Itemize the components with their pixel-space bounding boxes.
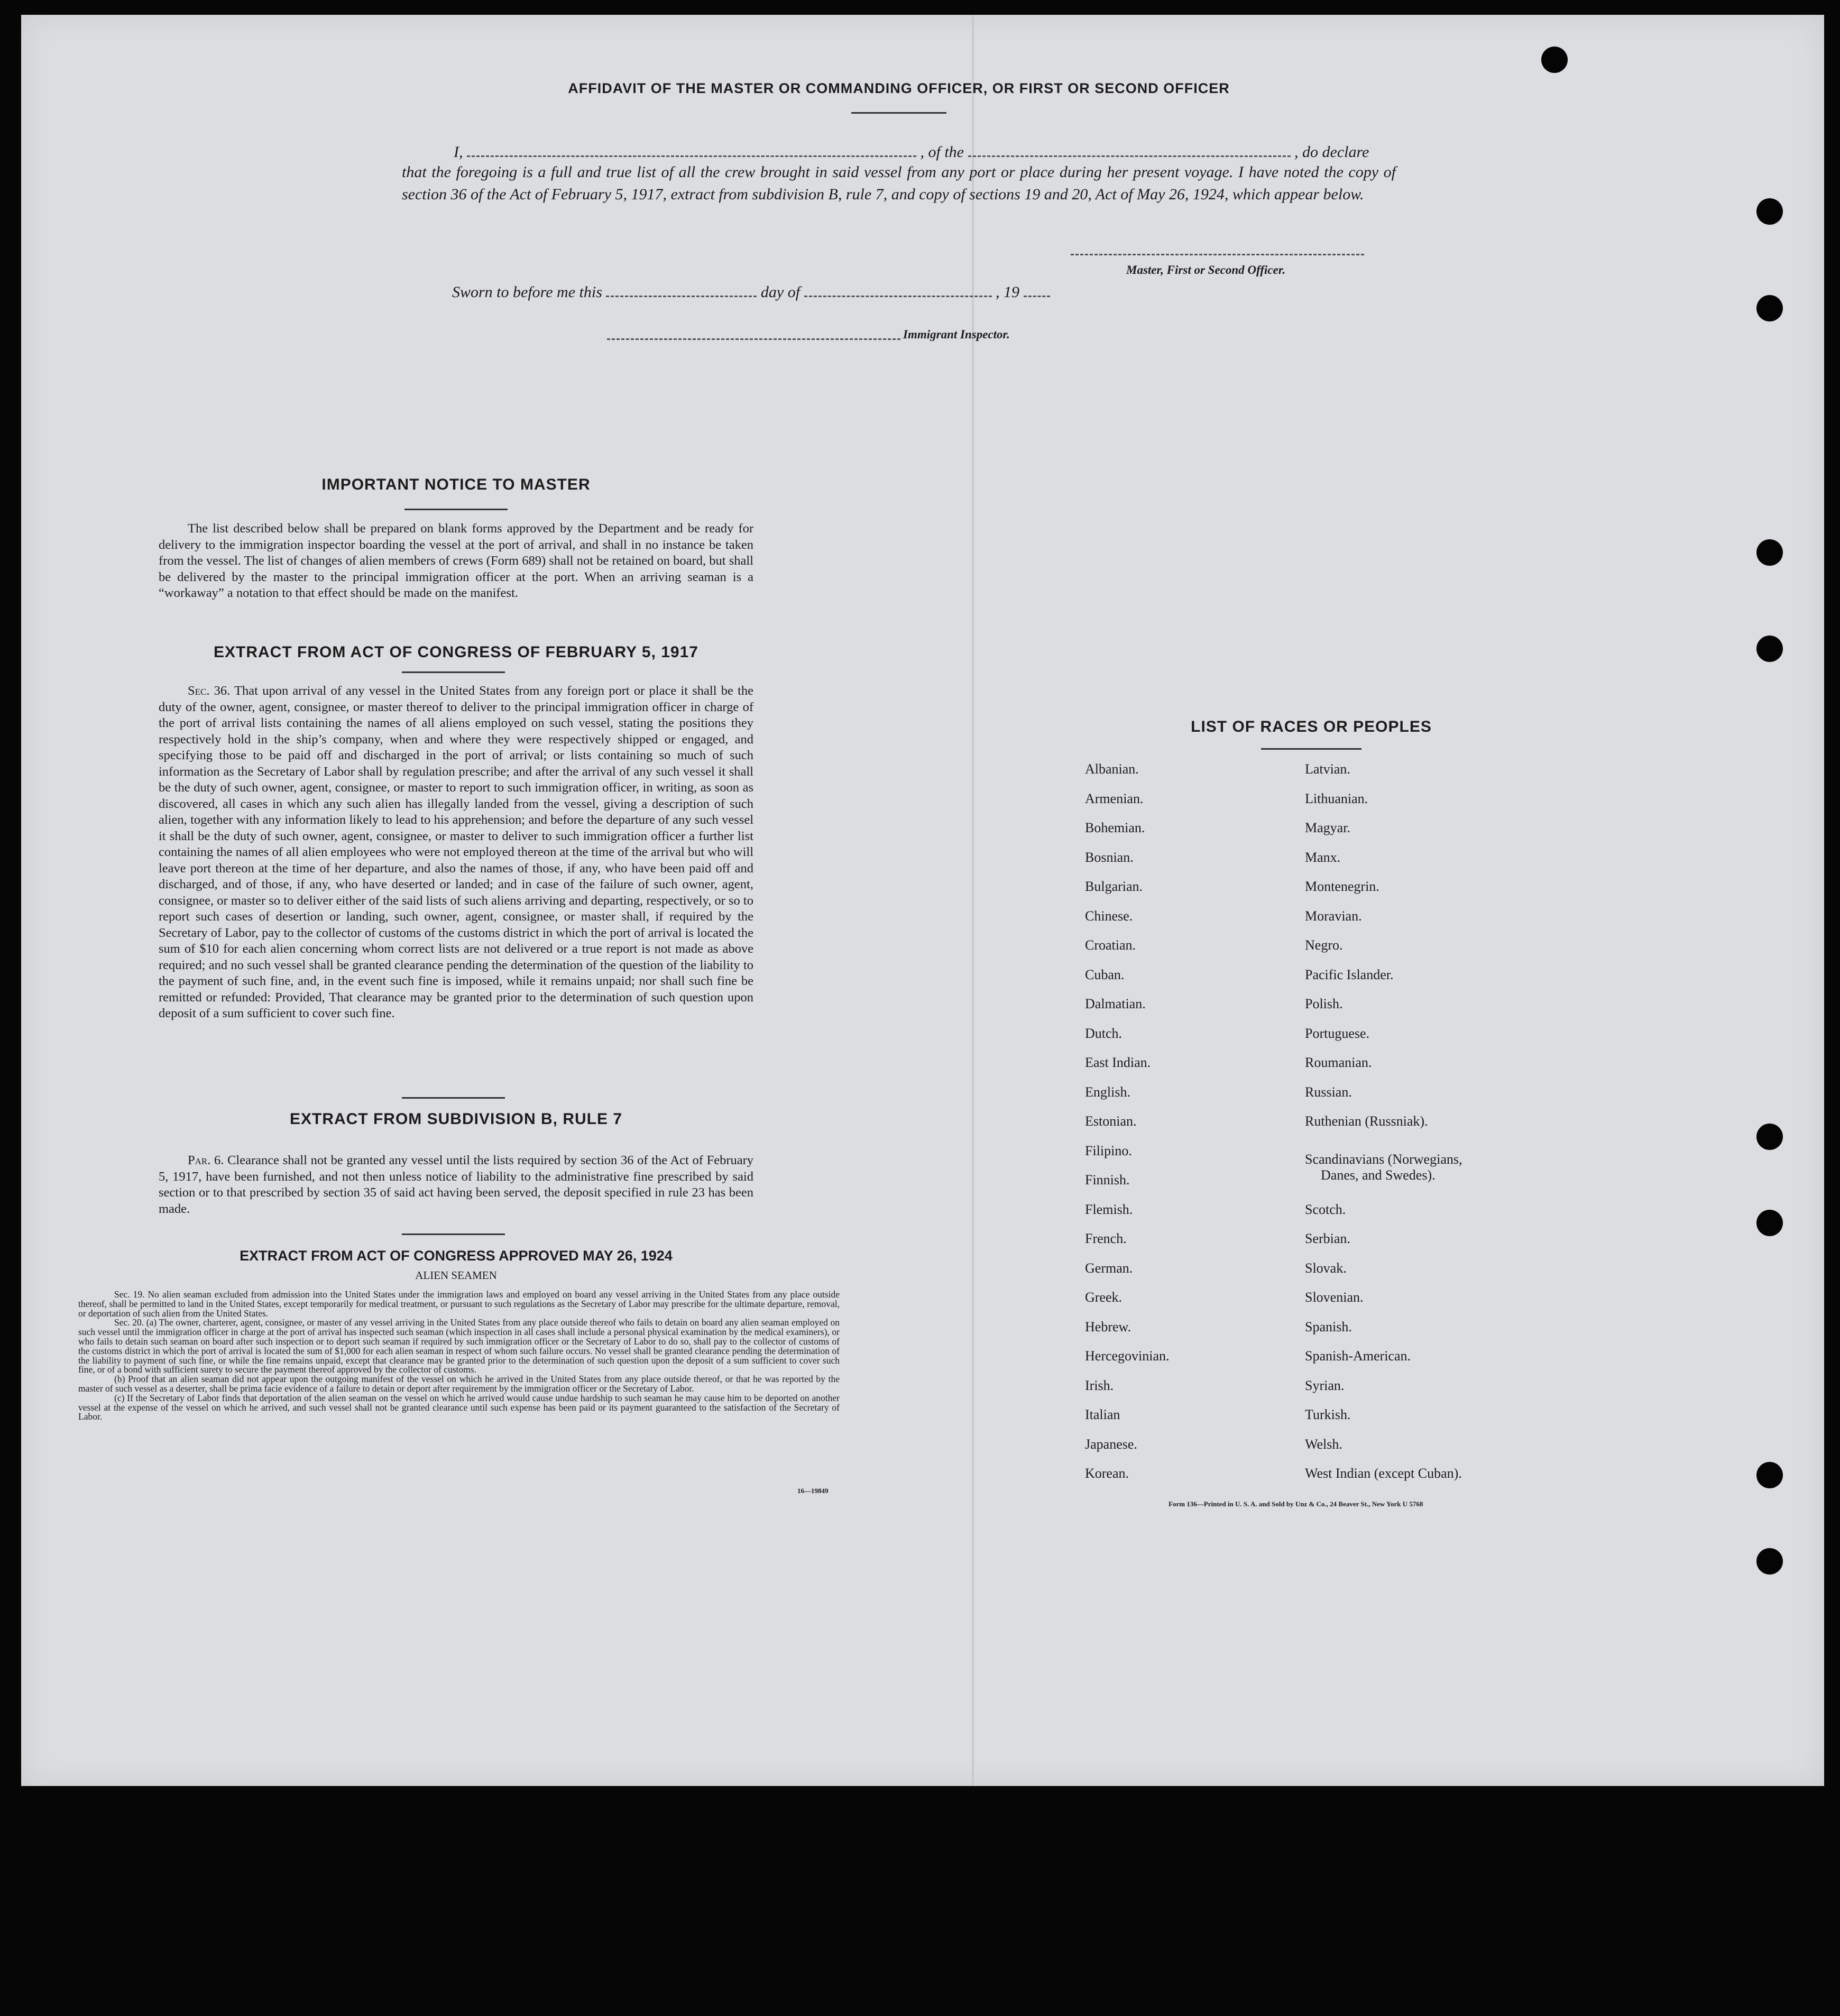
race-item: German. (1085, 1260, 1133, 1276)
section-36-text: That upon arrival of any vessel in the United States from any foreign port or place it shall be the duty of the owner, agent, consignee, or master thereof to deliver to the principal immigration officer in charge of the port of arrival lists containing the names of all aliens employed on such vessel, stating the positions they respectively hold in the ship’s company, when and where they were respectively shipped or engaged, and specifying those to be paid off and discharged in the port of arrival; or lists containing so much of such information as the Secretary of Labor shall by regulation prescribe; and after the arrival of any such vessel it shall be the duty of such owner, agent, consignee, or master to report to such immigration officer, in writing, as soon as discovered, all cases in which any such alien has illegally landed from the vessel, giving a description of such alien, together with any information likely to lead to his apprehension; and before the departure of any such vessel it shall be the duty of such owner, agent, consignee, or master to deliver to such immigration officer a further list containing the names of all alien employees who were not employed thereon at the time of the arrival but who will leave port thereon at the time of her departure, and also the names of those, if any, who have been paid off and discharged, and of those, if any, who have deserted or landed; and in case of the failure of such owner, agent, consignee, or master so to deliver either of the said lists of such aliens arriving and departing, respectively, or so to report such cases of desertion or landing, such owner, agent, consignee, or master shall, if required by the Secretary of Labor, pay to the collector of customs of the customs district in which the port of arrival is located the sum of $10 for each alien concerning whom correct lists are not delivered or a true report is not made as above required; and no such vessel shall be granted clearance pending the determination of the question of the liability to the payment of such fine, and, in the event such fine is imposed, while it remains unpaid; nor shall such fine be remitted or refunded: Provided, That clearance may be granted prior to the determination of such question upon deposit of a sum sufficient to cover such fine. (159, 684, 753, 1020)
notice-rule (404, 509, 508, 510)
do-declare-label: , do declare (1294, 143, 1369, 161)
race-item: Albanian. (1085, 761, 1139, 777)
race-item: English. (1085, 1084, 1130, 1100)
race-item: Portuguese. (1305, 1026, 1370, 1041)
punch-hole (1756, 295, 1783, 321)
section-36-label: Sec. 36. (188, 684, 231, 698)
punch-hole (1756, 198, 1783, 225)
race-item: Slovenian. (1305, 1290, 1364, 1305)
race-item: Croatian. (1085, 937, 1136, 953)
inspector-signature-field[interactable] (607, 338, 900, 340)
sworn-day-field[interactable] (606, 283, 757, 297)
race-item: Polish. (1305, 996, 1343, 1011)
race-item: Ruthenian (Russniak). (1305, 1113, 1428, 1129)
extract-1917-rule (402, 671, 505, 673)
race-item: Welsh. (1305, 1437, 1342, 1452)
race-item: Armenian. (1085, 791, 1144, 806)
race-item: Cuban. (1085, 967, 1125, 982)
race-item: Hebrew. (1085, 1319, 1131, 1334)
affidavit-title: AFFIDAVIT OF THE MASTER OR COMMANDING OFFICER, OR FIRST OR SECOND OFFICER (568, 80, 1230, 96)
sworn-year-field[interactable] (1024, 283, 1050, 297)
race-item: Italian (1085, 1407, 1120, 1422)
race-item: Filipino. (1085, 1143, 1132, 1158)
print-code: 16—19849 (797, 1487, 829, 1495)
vessel-name-field[interactable] (968, 143, 1291, 157)
race-item: Dalmatian. (1085, 996, 1146, 1011)
race-item: Spanish. (1305, 1319, 1352, 1334)
races-title: LIST OF RACES OR PEOPLES (1191, 718, 1432, 735)
race-item: Dutch. (1085, 1026, 1123, 1041)
master-signature-field[interactable] (1071, 254, 1364, 255)
section-19-text: Sec. 19. No alien seaman excluded from admission into the United States under the immigration laws and employed on board any vessel arriving in the United States from any place outside thereof, shall be permitted to land in the United States, except temporarily for medical treatment, or pursuant to such regulations as the Secretary of Labor may prescribe for the ultimate departure, removal, or deportation of such alien from the United States. (78, 1289, 840, 1319)
title-rule (851, 112, 946, 114)
race-item: Spanish-American. (1305, 1348, 1411, 1364)
extract-1924-subtitle: ALIEN SEAMEN (415, 1269, 497, 1282)
day-of-label: day of (760, 283, 801, 301)
extract-1924-top-rule (402, 1233, 505, 1235)
race-item: Bohemian. (1085, 820, 1145, 835)
race-item: Magyar. (1305, 820, 1350, 835)
race-item: Moravian. (1305, 908, 1362, 924)
race-item: Russian. (1305, 1084, 1352, 1100)
race-item: Pacific Islander. (1305, 967, 1394, 982)
form-footer: Form 136—Printed in U. S. A. and Sold by Unz & Co., 24 Beaver St., New York U 5768 (1169, 1500, 1423, 1508)
of-the-label: , of the (920, 143, 964, 161)
race-item: Chinese. (1085, 908, 1133, 924)
race-item: Turkish. (1305, 1407, 1351, 1422)
punch-hole (1756, 1210, 1783, 1236)
notice-body: The list described below shall be prepared on blank forms approved by the Department and be ready for delivery to the immigration inspector boarding the vessel at the port of arrival, and shall in no instance be taken from the vessel. The list of changes of alien members of crews (Form 689) shall not be retained on board, but shall be delivered by the master to the principal immigration officer at the port. When an arriving seaman is a “workaway” a notation to that effect should be made on the manifest. (159, 521, 753, 600)
race-item: Serbian. (1305, 1231, 1350, 1246)
affidavit-body: that the foregoing is a full and true list of all the crew brought in said vessel from any port or place during her present voyage. I have noted the copy of section 36 of the Act of February 5, 1917, extract from subdivision B, rule 7, and copy of sections 19 and 20, Act of May 26, 1924, which appear below. (402, 163, 1396, 203)
race-item: Manx. (1305, 850, 1341, 865)
race-item: Bulgarian. (1085, 879, 1143, 894)
section-20b-text: (b) Proof that an alien seaman did not appear upon the outgoing manifest of the vessel on which he arrived in the United States from any place outside thereof, or that he was reported by the master of such vessel as a deserter, shall be prima facie evidence of a failure to detain or deport after requirement by the immigration officer or the Secretary of Labor. (78, 1374, 840, 1394)
rule7-top-rule (402, 1097, 505, 1099)
race-item: Scandinavians (Norwegians, (1305, 1152, 1462, 1167)
races-rule (1261, 748, 1361, 750)
master-name-field[interactable] (467, 143, 916, 157)
punch-hole (1756, 1462, 1783, 1488)
race-item: Estonian. (1085, 1113, 1137, 1129)
punch-hole (1756, 539, 1783, 566)
section-20a-text: Sec. 20. (a) The owner, charterer, agent, consignee, or master of any vessel arriving in the United States from any place outside thereof who fails to detain on board any alien seaman employed on such vessel until the immigration officer in charge at the port of arrival has inspected such seaman (which inspection in all cases shall include a personal physical examination by the medical examiners), or who fails to detain such seaman on board after such inspection or to deport such seaman if required by such immigration officer or the Secretary of Labor to do so, shall pay to the collector of customs of the customs district in which the port of arrival is located the sum of $1,000 for each alien seaman in respect of whom such failure occurs. No vessel shall be granted clearance pending the determination of the liability to payment of such fine, or while the fine remains unpaid, except that clearance may be granted prior to the determination of such question upon the deposit of a sum sufficient to cover such fine, or of a bond with sufficient surety to secure the payment thereof approved by the collector of customs. (78, 1317, 840, 1375)
punch-hole (1756, 1548, 1783, 1575)
race-item: East Indian. (1085, 1055, 1151, 1070)
affidavit-declaration-line (454, 143, 1369, 161)
race-item: Danes, and Swedes). (1321, 1167, 1436, 1183)
race-item: Irish. (1085, 1378, 1114, 1393)
extract-1924-title: EXTRACT FROM ACT OF CONGRESS APPROVED MAY 26, 1924 (240, 1248, 673, 1264)
extract-1917-title: EXTRACT FROM ACT OF CONGRESS OF FEBRUARY 5, 1917 (214, 643, 698, 661)
punch-hole (1756, 636, 1783, 662)
race-item: Syrian. (1305, 1378, 1345, 1393)
race-item: Flemish. (1085, 1202, 1133, 1217)
race-item: Slovak. (1305, 1260, 1347, 1276)
race-item: Latvian. (1305, 761, 1350, 777)
year-prefix: , 19 (996, 283, 1020, 301)
race-item: Finnish. (1085, 1172, 1130, 1187)
race-item: Montenegrin. (1305, 879, 1379, 894)
sworn-label: Sworn to before me this (452, 283, 602, 301)
extract-rule7-title: EXTRACT FROM SUBDIVISION B, RULE 7 (289, 1110, 623, 1128)
sworn-line (452, 283, 1050, 301)
race-item: Greek. (1085, 1290, 1123, 1305)
extract-1917-body (159, 683, 753, 1022)
race-item: Bosnian. (1085, 850, 1134, 865)
race-item: Roumanian. (1305, 1055, 1372, 1070)
page-fold (972, 15, 974, 1786)
race-item: Hercegovinian. (1085, 1348, 1170, 1364)
race-item: Korean. (1085, 1466, 1129, 1481)
race-item: Lithuanian. (1305, 791, 1368, 806)
sworn-month-field[interactable] (804, 283, 992, 297)
race-item: Negro. (1305, 937, 1343, 953)
extract-rule7-body (159, 1153, 753, 1217)
inspector-label: Immigrant Inspector. (903, 328, 1010, 341)
paragraph-6-label: Par. 6. (188, 1153, 224, 1167)
race-item: Scotch. (1305, 1202, 1346, 1217)
punch-hole (1541, 47, 1568, 73)
punch-hole (1756, 1124, 1783, 1150)
race-item: Japanese. (1085, 1437, 1137, 1452)
paragraph-6-text: Clearance shall not be granted any vessel until the lists required by section 36 of the Act of February 5, 1917, have been furnished, and not then unless notice of liability to the administrative fine prescribed by said section or to that prescribed by section 35 of said act having been served, the deposit specified in rule 23 has been made. (159, 1153, 754, 1216)
race-item: West Indian (except Cuban). (1305, 1466, 1462, 1481)
extract-1924-body (78, 1290, 840, 1422)
master-signature-label: Master, First or Second Officer. (1126, 263, 1286, 277)
race-item: French. (1085, 1231, 1127, 1246)
notice-title: IMPORTANT NOTICE TO MASTER (321, 476, 591, 493)
section-20c-text: (c) If the Secretary of Labor finds that deportation of the alien seaman on the vessel on which he arrived would cause undue hardship to such seaman he may cause him to be deported on another vessel at the expense of the vessel on which he arrived, and such vessel shall not be granted clearance until such expense has been paid or its payment guaranteed to the satisfaction of the Secretary of Labor. (78, 1392, 840, 1422)
i-label: I, (454, 143, 463, 161)
